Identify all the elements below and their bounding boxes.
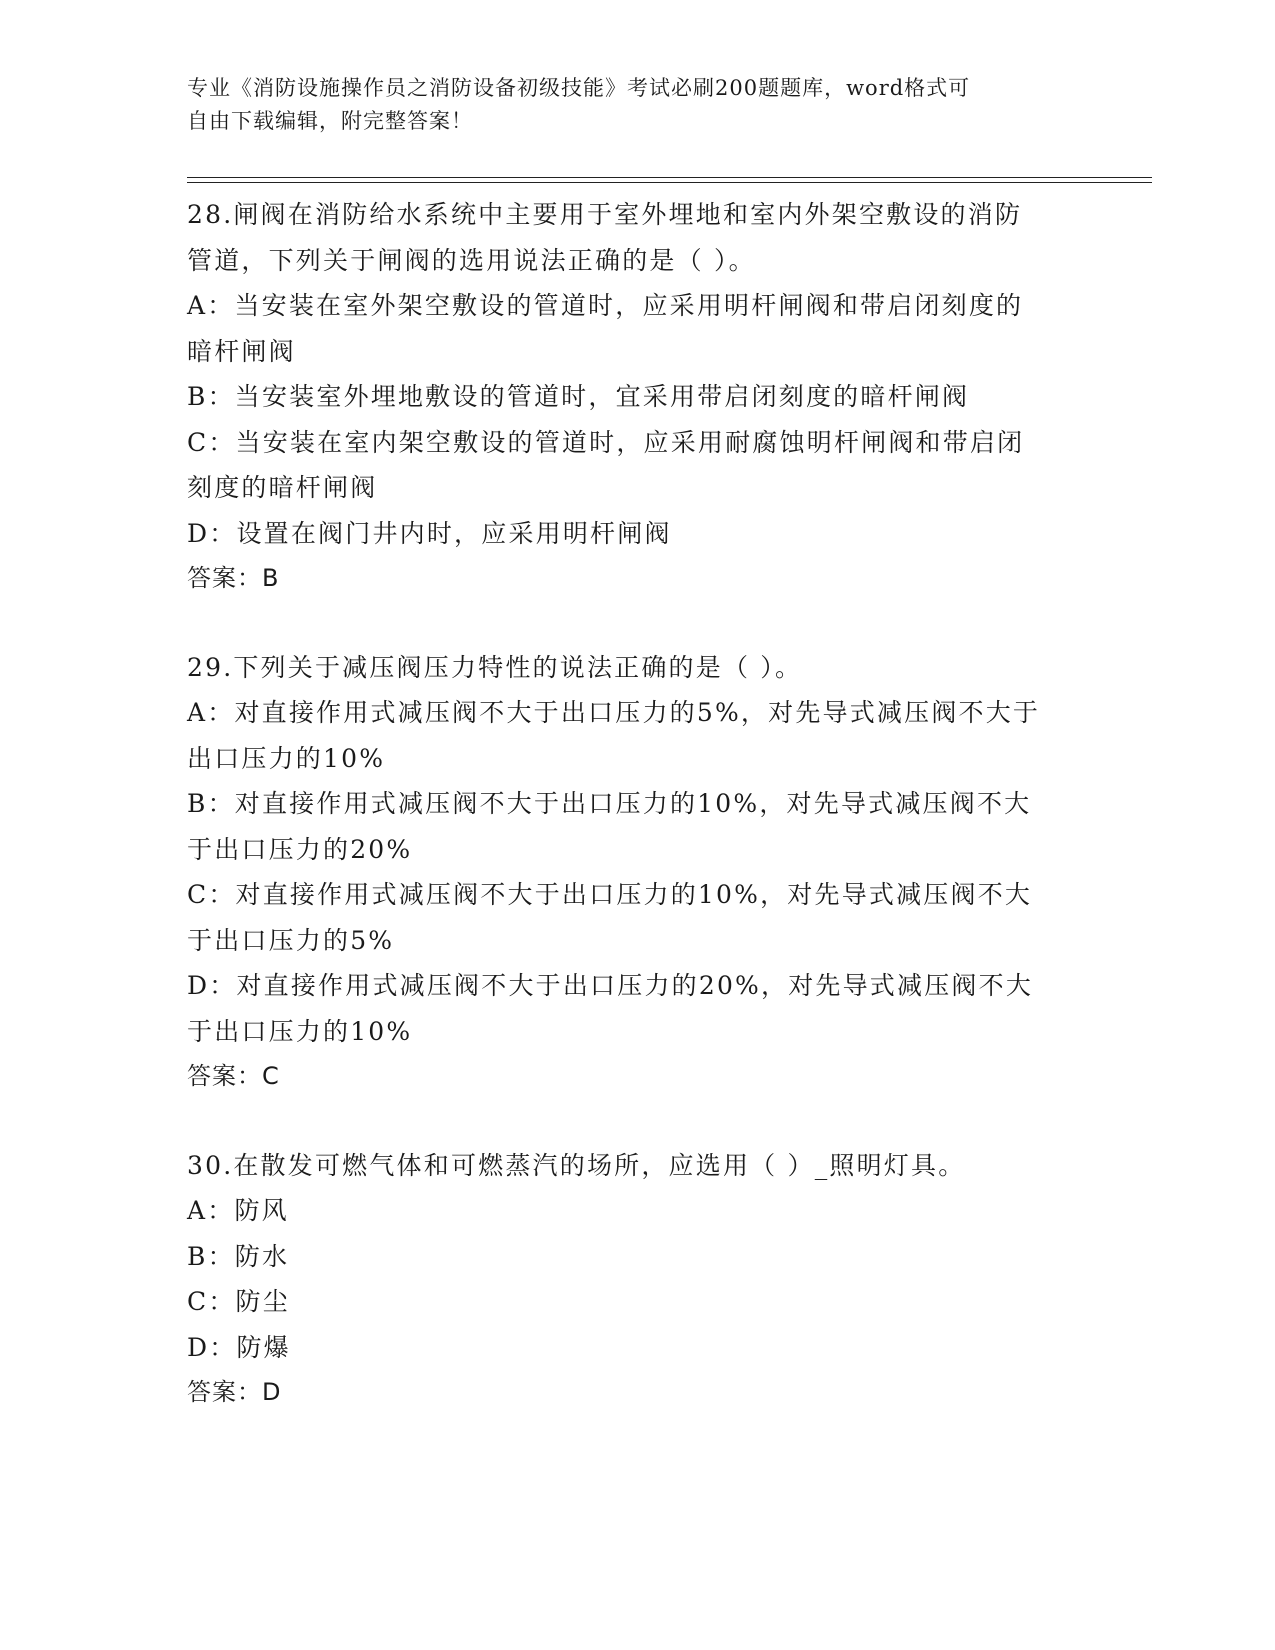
answer-label: 答案：C (187, 1062, 280, 1090)
option-b-line: B：对直接作用式减压阀不大于出口压力的10%，对先导式减压阀不大 (187, 789, 1032, 818)
option-c-line: C：对直接作用式减压阀不大于出口压力的10%，对先导式减压阀不大 (187, 880, 1033, 909)
question-text-line: 管道，下列关于闸阀的选用说法正确的是（ ）。 (187, 245, 756, 275)
question-29 (187, 645, 1087, 1100)
question-28 (187, 192, 1087, 602)
document-header (187, 72, 1087, 138)
question-text-line: 28.闸阀在消防给水系统中主要用于室外埋地和室内外架空敷设的消防 (187, 200, 1023, 229)
option-b-line: B：防水 (187, 1241, 290, 1271)
option-a-line: 出口压力的10% (187, 743, 386, 773)
option-b-line: B：当安装室外埋地敷设的管道时，宜采用带启闭刻度的暗杆闸阀 (187, 382, 970, 411)
option-b-line: 于出口压力的20% (187, 834, 413, 864)
option-d-line: D：设置在阀门井内时，应采用明杆闸阀 (187, 518, 672, 548)
option-c-line: 于出口压力的5% (187, 925, 395, 955)
question-list (187, 192, 1087, 1416)
option-c-line: 刻度的暗杆闸阀 (187, 473, 378, 502)
header-line-1: 专业《消防设施操作员之消防设备初级技能》考试必刷200题题库，word格式可 (187, 76, 971, 100)
question-30 (187, 1143, 1087, 1416)
option-c-line: C：防尘 (187, 1287, 290, 1316)
header-divider-top (187, 177, 1152, 178)
option-d-line: D：对直接作用式减压阀不大于出口压力的20%，对先导式减压阀不大 (187, 971, 1034, 1000)
header-divider-bottom (187, 182, 1152, 183)
header-line-2: 自由下载编辑，附完整答案！ (187, 109, 473, 133)
option-a-line: A：当安装在室外架空敷设的管道时，应采用明杆闸阀和带启闭刻度的 (187, 291, 1024, 320)
option-d-line: 于出口压力的10% (187, 1016, 413, 1046)
question-text-line: 30.在散发可燃气体和可燃蒸汽的场所，应选用（ ）_照明灯具。 (187, 1150, 966, 1180)
option-d-line: D：防爆 (187, 1332, 291, 1362)
question-text-line: 29.下列关于减压阀压力特性的说法正确的是（ ）。 (187, 652, 803, 682)
option-a-line: 暗杆闸阀 (187, 336, 296, 366)
option-c-line: C：当安装在室内架空敷设的管道时，应采用耐腐蚀明杆闸阀和带启闭 (187, 427, 1025, 457)
answer-label: 答案：B (187, 564, 280, 592)
option-a-line: A：对直接作用式减压阀不大于出口压力的5%，对先导式减压阀不大于 (187, 698, 1041, 727)
option-a-line: A：防风 (187, 1196, 289, 1225)
answer-label: 答案：D (187, 1378, 282, 1406)
